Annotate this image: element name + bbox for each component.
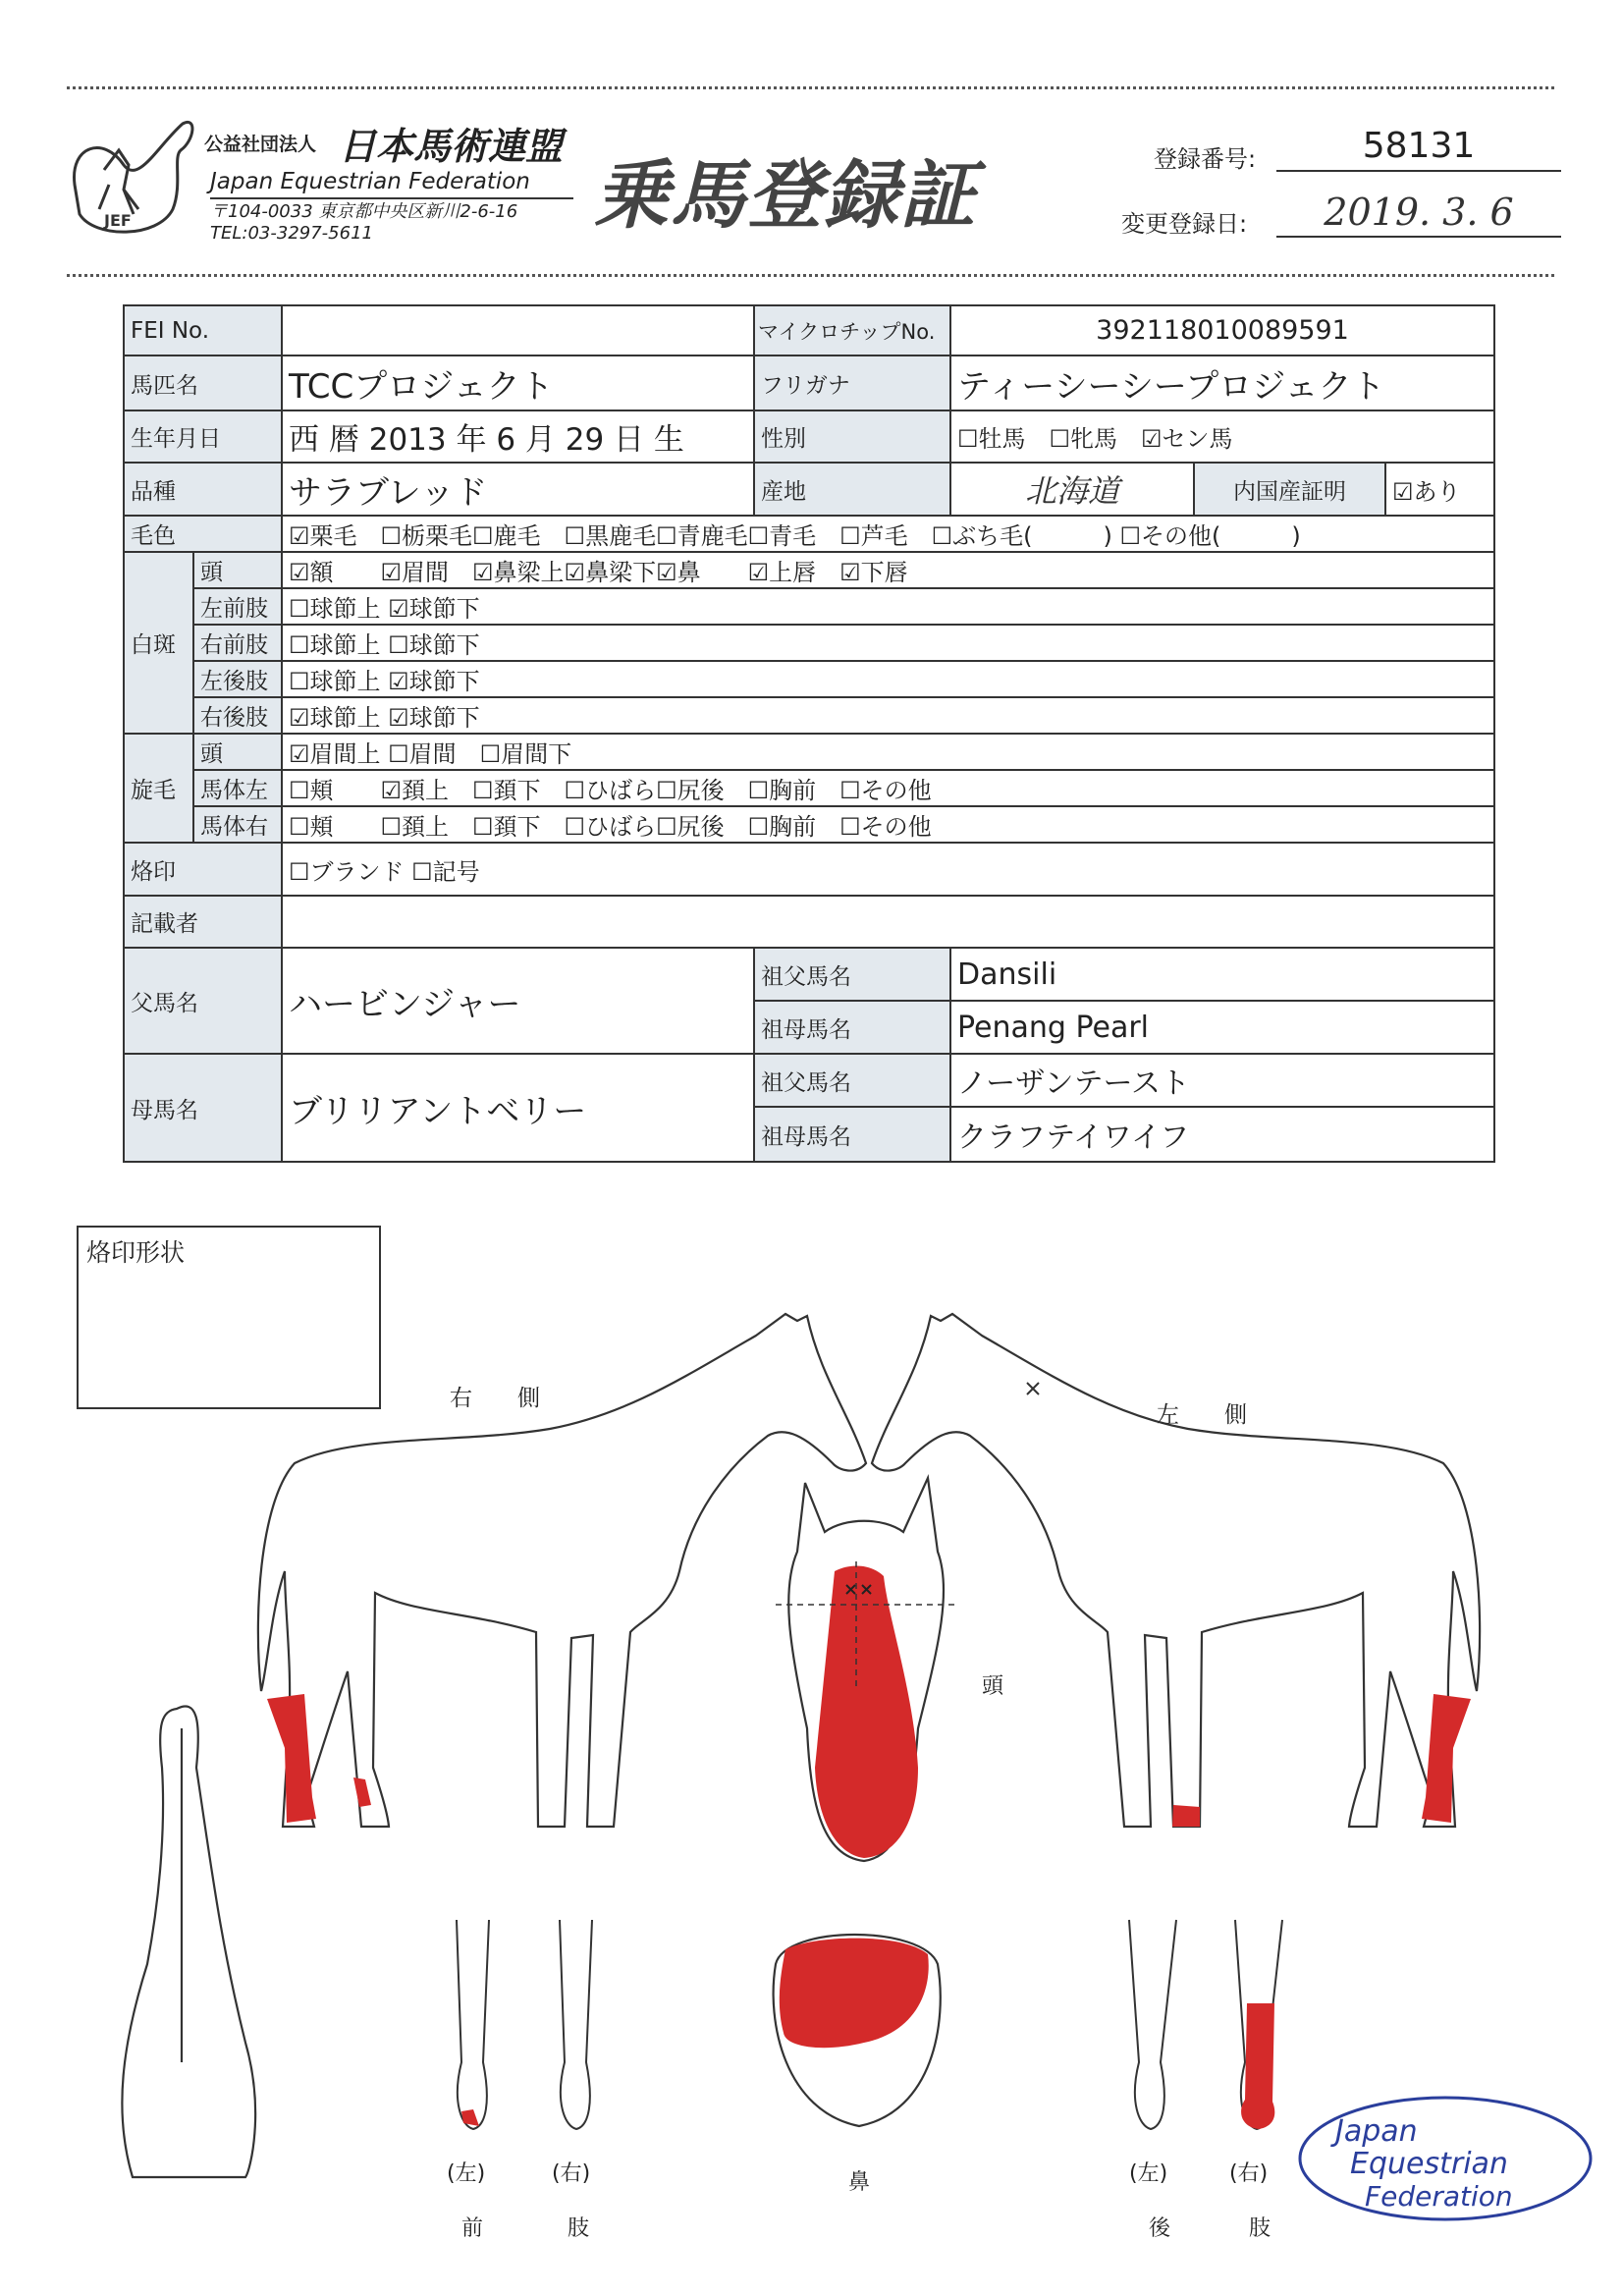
hind-left-label: (左) <box>1129 2161 1168 2186</box>
domestic-value: ☑あり <box>1385 463 1494 516</box>
org-tel: TEL:03-3297-5611 <box>210 223 373 244</box>
change-date: 2019. 3. 6 <box>1276 191 1561 238</box>
brand-value: ☐ブランド ☐記号 <box>282 843 1494 896</box>
white-value: ☐球節上 ☑球節下 <box>282 661 1494 697</box>
left-side-label: 左 側 <box>1157 1402 1247 1428</box>
white-part: 右前肢 <box>193 625 282 661</box>
org-name: 日本馬術連盟 <box>339 125 564 168</box>
white-value: ☑球節上 ☑球節下 <box>282 697 1494 734</box>
org-type: 公益社団法人 <box>204 134 317 155</box>
nose-label: 鼻 <box>848 2170 871 2195</box>
dam-value: ブリリアントベリー <box>282 1054 754 1162</box>
svg-text:Equestrian: Equestrian <box>1350 2147 1508 2181</box>
dob-value: 西 暦 2013 年 6 月 29 日 生 <box>282 410 754 463</box>
chip-value: 392118010089591 <box>950 305 1494 355</box>
white-part: 右後肢 <box>193 697 282 734</box>
hind-limb-label: 肢 <box>1249 2216 1271 2241</box>
right-side-label: 右 側 <box>450 1386 540 1411</box>
whorl-label: 旋毛 <box>124 734 193 843</box>
sex-value: ☐牡馬 ☐牝馬 ☑セン馬 <box>950 410 1494 463</box>
whorl-part: 馬体左 <box>193 770 282 806</box>
origin-value: 北海道 <box>950 463 1194 516</box>
kana-label: フリガナ <box>754 355 950 410</box>
whorl-mark-icon <box>1027 1383 1039 1394</box>
svg-text:Japan: Japan <box>1335 2114 1418 2149</box>
white-part: 左前肢 <box>193 588 282 625</box>
dam-label: 母馬名 <box>124 1054 282 1162</box>
white-value: ☑額 ☑眉間 ☑鼻梁上☑鼻梁下☑鼻 ☑上唇 ☑下唇 <box>282 552 1494 588</box>
origin-label: 産地 <box>754 463 950 516</box>
sex-label: 性別 <box>754 410 950 463</box>
name-value: TCCプロジェクト <box>282 355 754 410</box>
color-label: 毛色 <box>124 516 282 552</box>
svg-text:Federation: Federation <box>1365 2180 1513 2213</box>
left-side-horse-icon <box>872 1314 1480 1827</box>
sire-label: 父馬名 <box>124 948 282 1054</box>
kana-value: ティーシーシープロジェクト <box>950 355 1494 410</box>
whorl-value: ☐頬 ☑頚上 ☐頚下 ☐ひばら☐尻後 ☐胸前 ☐その他 <box>282 770 1494 806</box>
reg-no: 58131 <box>1276 126 1561 172</box>
hind-label: 後 <box>1149 2216 1171 2241</box>
fore-left-label: (左) <box>447 2161 486 2186</box>
dam-gd-label: 祖母馬名 <box>754 1107 950 1162</box>
white-part: 左後肢 <box>193 661 282 697</box>
breed-value: サラブレッド <box>282 463 754 516</box>
org-name-en: Japan Equestrian Federation <box>210 169 573 199</box>
sire-gd-label: 祖母馬名 <box>754 1001 950 1054</box>
org-address: 〒104-0033 東京都中央区新川2-6-16 <box>210 201 518 222</box>
head-label: 頭 <box>982 1674 1004 1699</box>
right-side-horse-icon <box>258 1314 866 1827</box>
jef-emblem-logo <box>1300 2098 1591 2219</box>
sire-value: ハービンジャー <box>282 948 754 1054</box>
dam-gs-label: 祖父馬名 <box>754 1054 950 1107</box>
domestic-label: 内国産証明 <box>1194 463 1385 516</box>
white-part: 頭 <box>193 552 282 588</box>
whorl-part: 馬体右 <box>193 806 282 843</box>
dob-label: 生年月日 <box>124 410 282 463</box>
nose-view-icon <box>774 1935 941 2126</box>
fore-right-label: (右) <box>552 2161 591 2186</box>
brand-label: 烙印 <box>124 843 282 896</box>
chip-label: マイクロチップNo. <box>754 305 950 355</box>
white-label: 白斑 <box>124 552 193 734</box>
fore-limb-label: 肢 <box>568 2216 590 2241</box>
white-value: ☐球節上 ☐球節下 <box>282 625 1494 661</box>
dam-gd-value: クラフテイワイフ <box>950 1107 1494 1162</box>
fore-label: 前 <box>461 2216 484 2241</box>
white-value: ☐球節上 ☑球節下 <box>282 588 1494 625</box>
page-title: 乗馬登録証 <box>594 151 977 239</box>
sire-gs-label: 祖父馬名 <box>754 948 950 1001</box>
head-front-icon <box>776 1478 957 1861</box>
whorl-part: 頭 <box>193 734 282 770</box>
change-date-label: 変更登録日: <box>1121 210 1248 238</box>
breed-label: 品種 <box>124 463 282 516</box>
sire-gs-value: Dansili <box>950 948 1494 1001</box>
color-value: ☑栗毛 ☐栃栗毛☐鹿毛 ☐黒鹿毛☐青鹿毛☐青毛 ☐芦毛 ☐ぶち毛( ) ☐その他( ) <box>282 516 1494 552</box>
whorl-value: ☐頬 ☐頚上 ☐頚下 ☐ひばら☐尻後 ☐胸前 ☐その他 <box>282 806 1494 843</box>
writer-label: 記載者 <box>124 896 282 948</box>
fei-label: FEI No. <box>124 305 282 355</box>
svg-text:JEF: JEF <box>104 211 132 230</box>
hind-right-label: (右) <box>1229 2161 1269 2186</box>
dam-gs-value: ノーザンテースト <box>950 1054 1494 1107</box>
sire-gd-value: Penang Pearl <box>950 1001 1494 1054</box>
brand-shape-label: 烙印形状 <box>86 1238 186 1267</box>
whorl-value: ☑眉間上 ☐眉間 ☐眉間下 <box>282 734 1494 770</box>
reg-no-label: 登録番号: <box>1154 145 1257 173</box>
top-view-horse-icon <box>122 1707 255 2178</box>
name-label: 馬匹名 <box>124 355 282 410</box>
